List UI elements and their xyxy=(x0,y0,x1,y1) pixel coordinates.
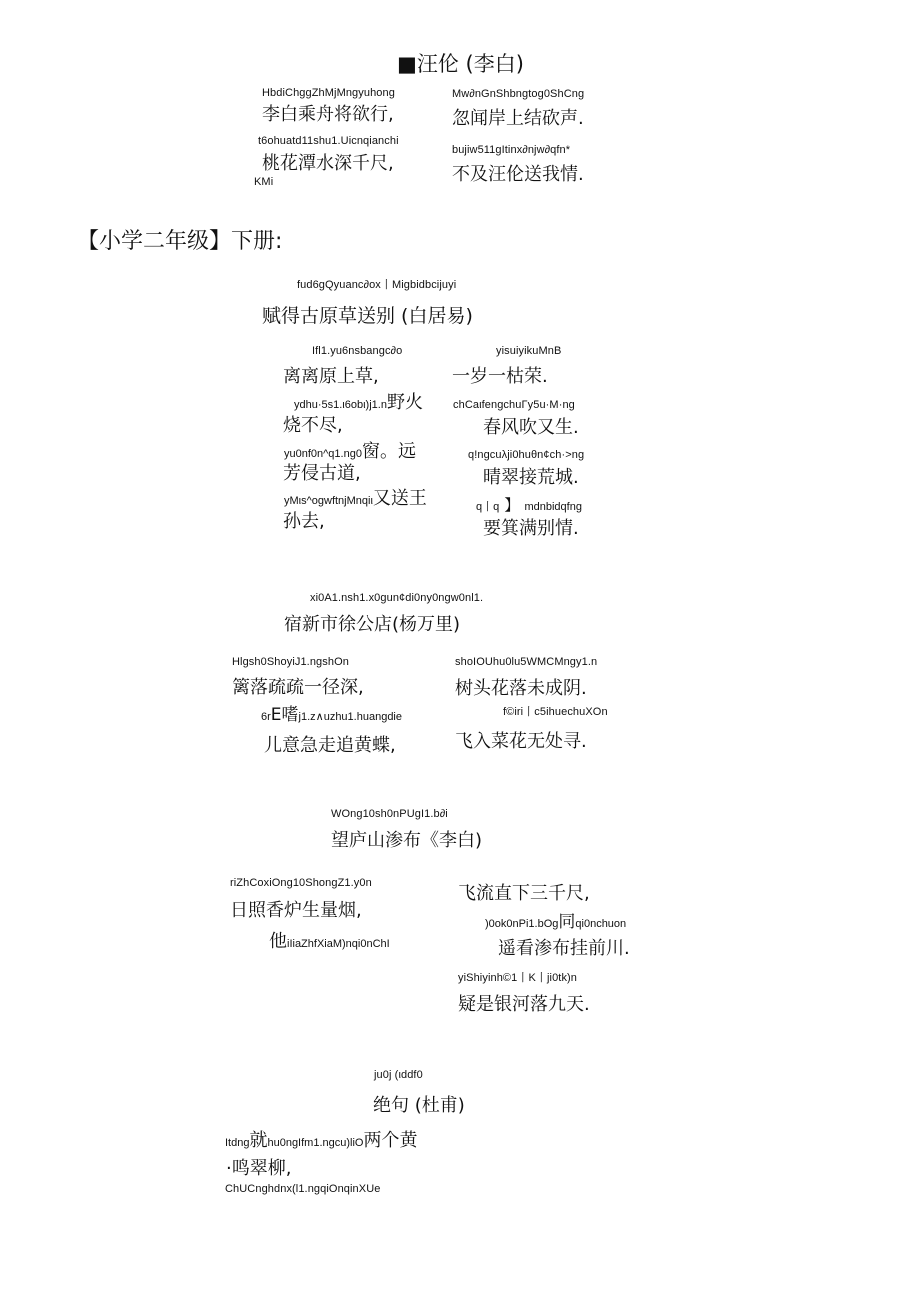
bracket-fragment: 】 xyxy=(504,496,520,514)
garbled-fragment: E嗜 xyxy=(270,705,299,725)
poem-title-fu-de-gu-yuan-cao: 赋得古原草送别 (白居易) xyxy=(262,305,473,327)
pinyin-line: t6ohuatd11shu1.Uicnqianchi xyxy=(258,135,399,147)
poem-title-jue-ju: 绝句 (杜甫) xyxy=(373,1095,465,1116)
pinyin-fragment: ydhu·5s1.ι6obι)j1.n xyxy=(294,399,387,411)
pinyin-line: Ifl1.yu6nsbangc∂o xyxy=(312,345,403,357)
mixed-line xyxy=(294,394,423,412)
pinyin-fragment: hu0ngIfm1.ngcu)liO xyxy=(267,1137,364,1149)
pinyin-line: KMi xyxy=(254,176,274,188)
poem-fragment: 同 xyxy=(558,912,576,932)
section-heading: 【小学二年级】下册: xyxy=(77,229,283,254)
title-pinyin: ju0j (ιddf0 xyxy=(374,1069,423,1081)
poem-line: 忽闻岸上结砍声. xyxy=(452,108,584,129)
pinyin-line: shoIOUhu0lu5WMCMngy1.n xyxy=(455,656,598,668)
poem-title-wang-lun: ■汪伦 (李白) xyxy=(397,52,524,76)
pinyin-line: riZhCoxiOng10ShongZ1.y0n xyxy=(230,877,372,889)
pinyin-line: chCaιfengchuΓy5u·M·ng xyxy=(453,399,575,411)
pinyin-line: q!ngcuλji0huθn¢ch·>ng xyxy=(468,449,585,461)
poem-line: 飞流直下三千尺, xyxy=(458,883,590,904)
pinyin-line: yiShiyinh©1丨K丨ji0tk)n xyxy=(458,972,578,984)
pinyin-fragment: mdnbidqfng xyxy=(524,501,582,513)
poem-line: 遥看渗布挂前川. xyxy=(498,938,630,959)
pinyin-fragment: Itdng xyxy=(225,1137,250,1149)
title-pinyin: fud6gQyuanc∂ox丨Migbidbcijuyi xyxy=(297,279,457,291)
pinyin-fragment: 6r xyxy=(261,711,271,723)
pinyin-line: ChUCnghdnx(l1.ngqiOnqinXUe xyxy=(225,1183,381,1195)
pinyin-fragment: qi0nchuon xyxy=(575,918,627,930)
poem-title-wang-lu-shan: 望庐山渗布《李白) xyxy=(331,830,483,851)
poem-line: 篱落疏疏一径深, xyxy=(232,677,364,698)
pinyin-fragment: j1.z∧uzhu1.huangdie xyxy=(298,711,402,723)
poem-line: 春风吹又生. xyxy=(483,417,579,438)
mixed-line xyxy=(485,914,626,931)
mixed-line xyxy=(269,933,390,951)
poem-fragment: 他 xyxy=(269,931,287,952)
mixed-line xyxy=(284,490,427,508)
title-pinyin: WOng10sh0nPUgI1.b∂i xyxy=(331,808,448,820)
poem-line: 桃花潭水深千尺, xyxy=(262,153,394,174)
poem-line: ·鸣翠柳, xyxy=(226,1158,292,1179)
poem-line: 疑是银河落九天. xyxy=(458,994,590,1015)
poem-line: 飞入菜花无处寻. xyxy=(455,731,587,752)
pinyin-line: Mw∂nGnShbngtog0ShCng xyxy=(452,88,585,100)
pinyin-line: Hlgsh0ShoyiJ1.ngshOn xyxy=(232,656,349,668)
pinyin-fragment: yu0nf0n^q1.ng0 xyxy=(284,448,362,460)
poem-fragment: 窗。远 xyxy=(361,441,416,462)
mixed-line xyxy=(225,1132,417,1150)
mixed-line xyxy=(261,707,402,724)
pinyin-fragment: iIiaZhfXiaM)nqi0nChI xyxy=(287,938,390,950)
pinyin-fragment: )0ok0nPi1.bOg xyxy=(485,918,559,930)
poem-fragment: 两个黄 xyxy=(363,1130,418,1151)
pinyin-line: bujiw511gItinx∂njw∂qfn* xyxy=(452,144,571,156)
poem-fragment: 野火 xyxy=(386,392,423,413)
pinyin-line: HbdiChggZhMjMngyuhong xyxy=(262,87,395,99)
pinyin-fragment: q丨q xyxy=(476,501,500,513)
poem-line: 烧不尽, xyxy=(283,415,343,436)
pinyin-fragment: yMιs^ogwftnjMnqiι xyxy=(284,495,373,507)
poem-fragment: 又送王 xyxy=(372,488,427,509)
poem-line: 要箕满别情. xyxy=(483,518,579,539)
pinyin-line: yisuiyikuMnB xyxy=(496,345,562,357)
poem-line: 离离原上草, xyxy=(283,366,379,387)
poem-line: 芳侵古道, xyxy=(283,463,361,484)
poem-line: 晴翠接荒城. xyxy=(483,467,579,488)
mixed-line xyxy=(284,443,416,461)
poem-line: 一岁一枯荣. xyxy=(452,366,548,387)
poem-line: 树头花落未成阴. xyxy=(455,678,587,699)
poem-line: 日照香炉生量烟, xyxy=(230,900,362,921)
poem-line: 不及汪伦送我情. xyxy=(452,164,584,185)
title-pinyin: xi0A1.nsh1.x0gun¢di0ny0ngw0nl1. xyxy=(310,592,484,604)
mixed-line xyxy=(476,497,582,513)
poem-fragment: 就 xyxy=(249,1130,268,1151)
pinyin-line: f©iri丨c5ihuechuXOn xyxy=(503,706,608,718)
poem-line: 李白乘舟将欲行, xyxy=(262,104,394,125)
poem-line: 孙去, xyxy=(283,511,325,532)
poem-title-su-xin-shi: 宿新市徐公店(杨万里) xyxy=(284,614,461,635)
poem-line: 儿意急走追黄蝶, xyxy=(264,735,396,756)
